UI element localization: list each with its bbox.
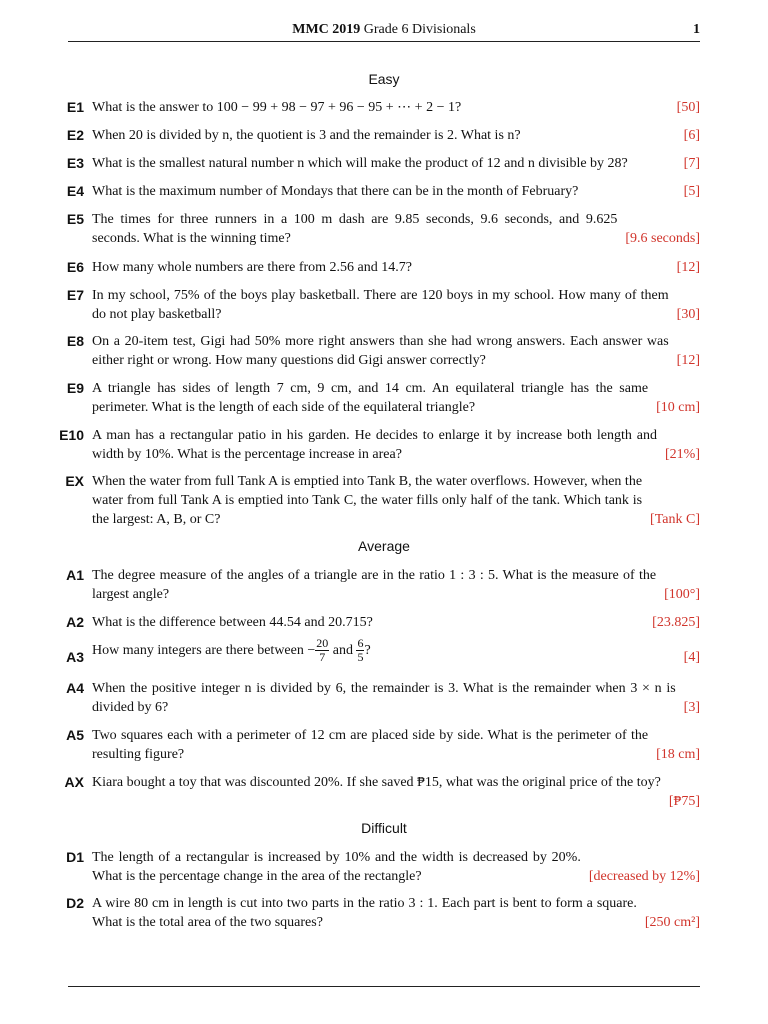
fraction-twenty-sevenths: $\frac{20}{7}$: [316, 636, 329, 664]
question-label: E8: [66, 333, 84, 349]
question-text: The length of a rectangular is increased by 10% and the width is decreased by 20%. What is the percentage change in the area of the rectangle?: [92, 850, 581, 884]
question-label: A4: [66, 680, 84, 696]
question-label: AX: [64, 774, 84, 790]
question-e9: [58, 379, 700, 417]
answer: [21%]: [665, 447, 700, 462]
question-label: A5: [66, 727, 84, 743]
answer: [6]: [683, 128, 700, 143]
footer-rule: [68, 986, 700, 987]
question-a5: [58, 726, 700, 764]
question-e8: [58, 332, 700, 370]
question-a1: [58, 566, 700, 604]
question-label: D2: [66, 895, 84, 911]
question-label: A2: [66, 614, 84, 630]
question-text: When 20 is divided by n, the quotient is 3 and the remainder is 2. What is n?: [92, 128, 521, 143]
question-e7: [58, 286, 700, 324]
section-heading-average: Average: [358, 538, 410, 554]
question-label: E3: [66, 155, 84, 171]
answer: [9.6 seconds]: [625, 231, 700, 246]
answer: [3]: [683, 700, 700, 715]
question-label: D1: [66, 849, 84, 865]
question-text: What is the maximum number of Mondays that there can be in the month of February?: [92, 184, 579, 199]
answer: [18 cm]: [656, 747, 700, 762]
answer: [100°]: [664, 587, 700, 602]
question-d1: [58, 848, 700, 886]
answer: [12]: [676, 353, 700, 368]
question-text: The degree measure of the angles of a triangle are in the ratio 1 : 3 : 5. What is the measure of the largest angle?: [92, 568, 657, 602]
question-text: When the positive integer n is divided by 6, the remainder is 3. What is the remainder when 3 × n is divided by 6?: [92, 681, 676, 715]
question-e5: [58, 210, 700, 248]
answer: [7]: [683, 156, 700, 171]
contest-name: MMC 2019: [292, 22, 361, 37]
question-text: How many integers are there between − $\frac{20}{7}$ and $\frac{6}{5}$ ?: [92, 636, 371, 664]
header-title: [68, 22, 700, 38]
answer: [decreased by 12%]: [588, 869, 700, 884]
answer: [Tank C]: [650, 512, 700, 527]
question-e10: [58, 426, 700, 464]
section-heading-difficult: Difficult: [361, 820, 407, 836]
answer: [12]: [676, 260, 700, 275]
question-a2: [58, 613, 700, 632]
question-e1: [58, 98, 700, 117]
question-text: Kiara bought a toy that was discounted 20%. If she saved ₱15, what was the original price of the toy?: [92, 775, 661, 790]
page-header: [68, 22, 700, 42]
answer: [4]: [683, 650, 700, 665]
question-label: E1: [66, 99, 84, 115]
question-text: What is the smallest natural number n which will make the product of 12 and n divisible by 28?: [92, 156, 628, 171]
question-label: E5: [66, 211, 84, 227]
question-a4: [58, 679, 700, 717]
question-text: What is the answer to 100 − 99 + 98 − 97 + 96 − 95 + ⋯ + 2 − 1?: [92, 100, 462, 115]
answer: [30]: [676, 307, 700, 322]
question-label: E10: [59, 427, 84, 443]
question-a3: [58, 637, 700, 667]
page-number: 1: [693, 22, 700, 37]
question-label: E2: [66, 127, 84, 143]
question-text: On a 20-item test, Gigi had 50% more right answers than she had wrong answers. Each answer was either right or wrong. How many questions did Gigi answer correctly?: [92, 334, 669, 368]
question-label: E6: [66, 259, 84, 275]
question-label: EX: [65, 473, 84, 489]
answer: [50]: [676, 100, 700, 115]
question-ax: [58, 773, 700, 811]
question-label: E7: [66, 287, 84, 303]
question-text: A wire 80 cm in length is cut into two parts in the ratio 3 : 1. Each part is bent to form a square. What is the total area of the two squares?: [92, 896, 637, 930]
answer: [250 cm²]: [644, 915, 700, 930]
question-label: A1: [66, 567, 84, 583]
section-heading-easy: Easy: [368, 71, 400, 87]
question-d2: [58, 894, 700, 932]
answer: [23.825]: [652, 615, 700, 630]
question-text: A man has a rectangular patio in his garden. He decides to enlarge it by increase both length and width by 10%. What is the percentage increase in area?: [92, 428, 657, 462]
fraction-six-fifths: $\frac{6}{5}$: [357, 636, 364, 664]
question-text: In my school, 75% of the boys play basketball. There are 120 boys in my school. How many of them do not play basketball?: [92, 288, 669, 322]
question-text: How many whole numbers are there from 2.56 and 14.7?: [92, 260, 412, 275]
question-label: E4: [66, 183, 84, 199]
question-text: When the water from full Tank A is emptied into Tank B, the water overflows. However, when the water from full Tank A is emptied into Tank C, the water fills only half of the tank. Which tank is the largest: A, B, or C?: [92, 474, 643, 527]
question-e2: [58, 126, 700, 145]
question-label: E9: [66, 380, 84, 396]
question-e4: [58, 182, 700, 201]
question-ex: [58, 472, 700, 529]
contest-division: Grade 6 Divisionals: [360, 22, 476, 37]
question-e6: [58, 258, 700, 277]
question-text: A triangle has sides of length 7 cm, 9 cm, and 14 cm. An equilateral triangle has the same perimeter. What is the length of each side of the equilateral triangle?: [92, 381, 649, 415]
question-e3: [58, 154, 700, 173]
answer: [₱75]: [668, 794, 700, 809]
question-text: What is the difference between 44.54 and 20.715?: [92, 615, 373, 630]
answer: [10 cm]: [656, 400, 700, 415]
question-text: Two squares each with a perimeter of 12 cm are placed side by side. What is the perimeter of the resulting figure?: [92, 728, 649, 762]
question-label: A3: [66, 649, 84, 665]
question-text: The times for three runners in a 100 m dash are 9.85 seconds, 9.6 seconds, and 9.625 seconds. What is the winning time?: [92, 212, 618, 246]
answer: [5]: [683, 184, 700, 199]
